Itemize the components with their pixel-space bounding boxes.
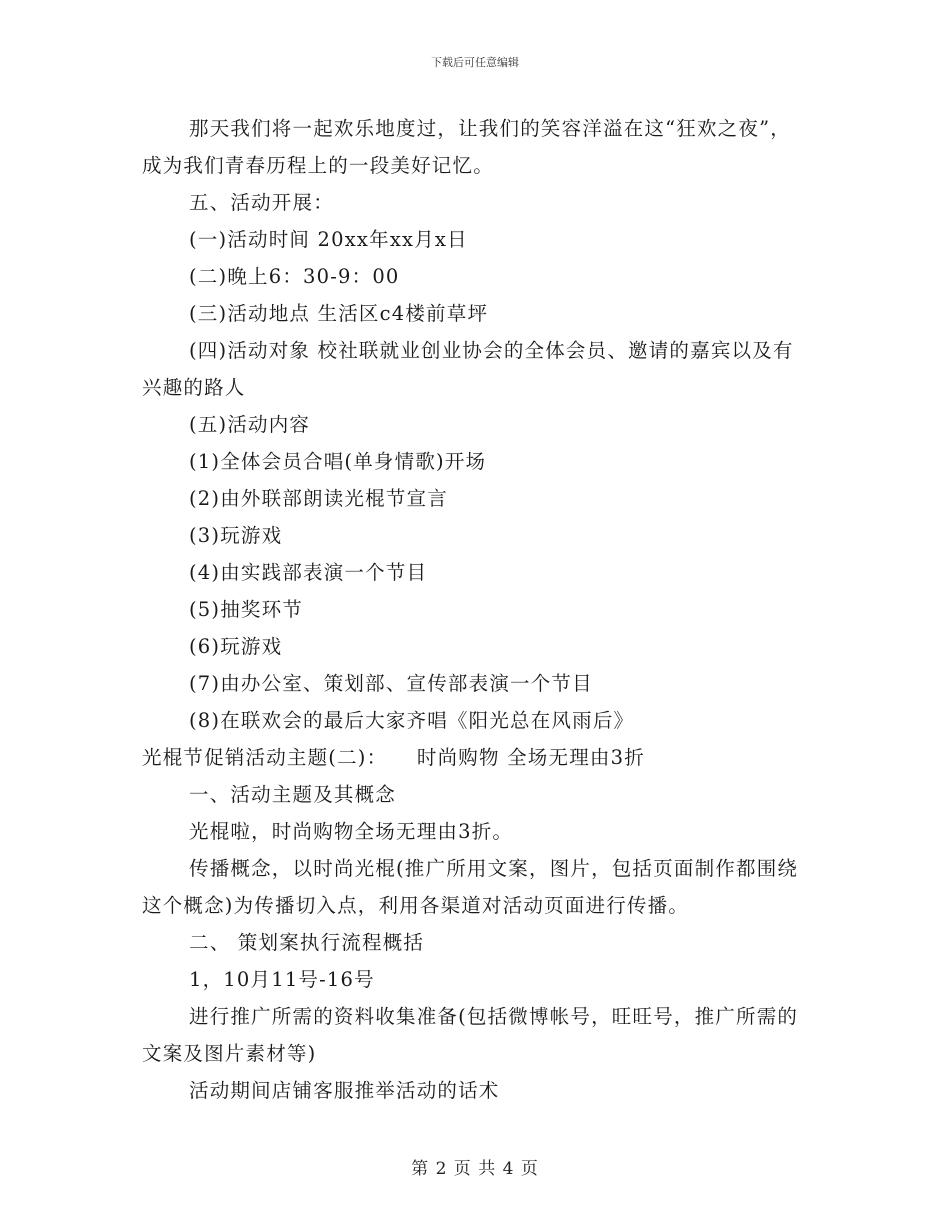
- paragraph: 进行推广所需的资料收集准备(包括微博帐号，旺旺号，推广所需的文案及图片素材等): [142, 1005, 799, 1065]
- list-item: (7)由办公室、策划部、宣传部表演一个节目: [189, 672, 593, 695]
- list-item: (一)活动时间 20xx年xx月x日: [189, 228, 468, 251]
- list-item: (4)由实践部表演一个节目: [189, 561, 428, 584]
- list-item: (四)活动对象 校社联就业创业协会的全体会员、邀请的嘉宾以及有兴趣的路人: [142, 339, 794, 399]
- paragraph: 那天我们将一起欢乐地度过，让我们的笑容洋溢在这“狂欢之夜”，成为我们青春历程上的一段美好记忆。: [142, 117, 791, 177]
- list-item: 1，10月11号-16号: [189, 968, 375, 991]
- list-item: (8)在联欢会的最后大家齐唱《阳光总在风雨后》: [189, 709, 635, 732]
- list-item: (3)玩游戏: [189, 524, 283, 547]
- paragraph: 活动期间店铺客服推举活动的话术: [189, 1079, 500, 1102]
- list-item: (2)由外联部朗读光棍节宣言: [189, 487, 448, 510]
- paragraph: 传播概念，以时尚光棍(推广所用文案，图片，包括页面制作都围绕这个概念)为传播切入点，利用各渠道对活动页面进行传播。: [142, 857, 799, 917]
- list-item: (二)晚上6：30-9：00: [189, 265, 400, 288]
- paragraph: 光棍啦，时尚购物全场无理由3折。: [189, 820, 514, 843]
- list-item: (1)全体会员合唱(单身情歌)开场: [189, 450, 487, 473]
- section-heading: 一、活动主题及其概念: [189, 783, 397, 806]
- list-item: (6)玩游戏: [189, 635, 283, 658]
- list-item: (5)抽奖环节: [189, 598, 304, 621]
- list-item: (五)活动内容: [189, 413, 311, 436]
- section-heading: 五、活动开展：: [189, 191, 334, 214]
- page-number-footer: 第 2 页 共 4 页: [411, 1159, 539, 1179]
- list-item: (三)活动地点 生活区c4楼前草坪: [189, 302, 489, 325]
- section-heading: 二、 策划案执行流程概括: [189, 931, 425, 954]
- subtitle: 光棍节促销活动主题(二)： 时尚购物 全场无理由3折: [142, 746, 645, 769]
- document-body: [142, 110, 810, 1109]
- page-header-note: 下载后可任意编辑: [431, 56, 519, 69]
